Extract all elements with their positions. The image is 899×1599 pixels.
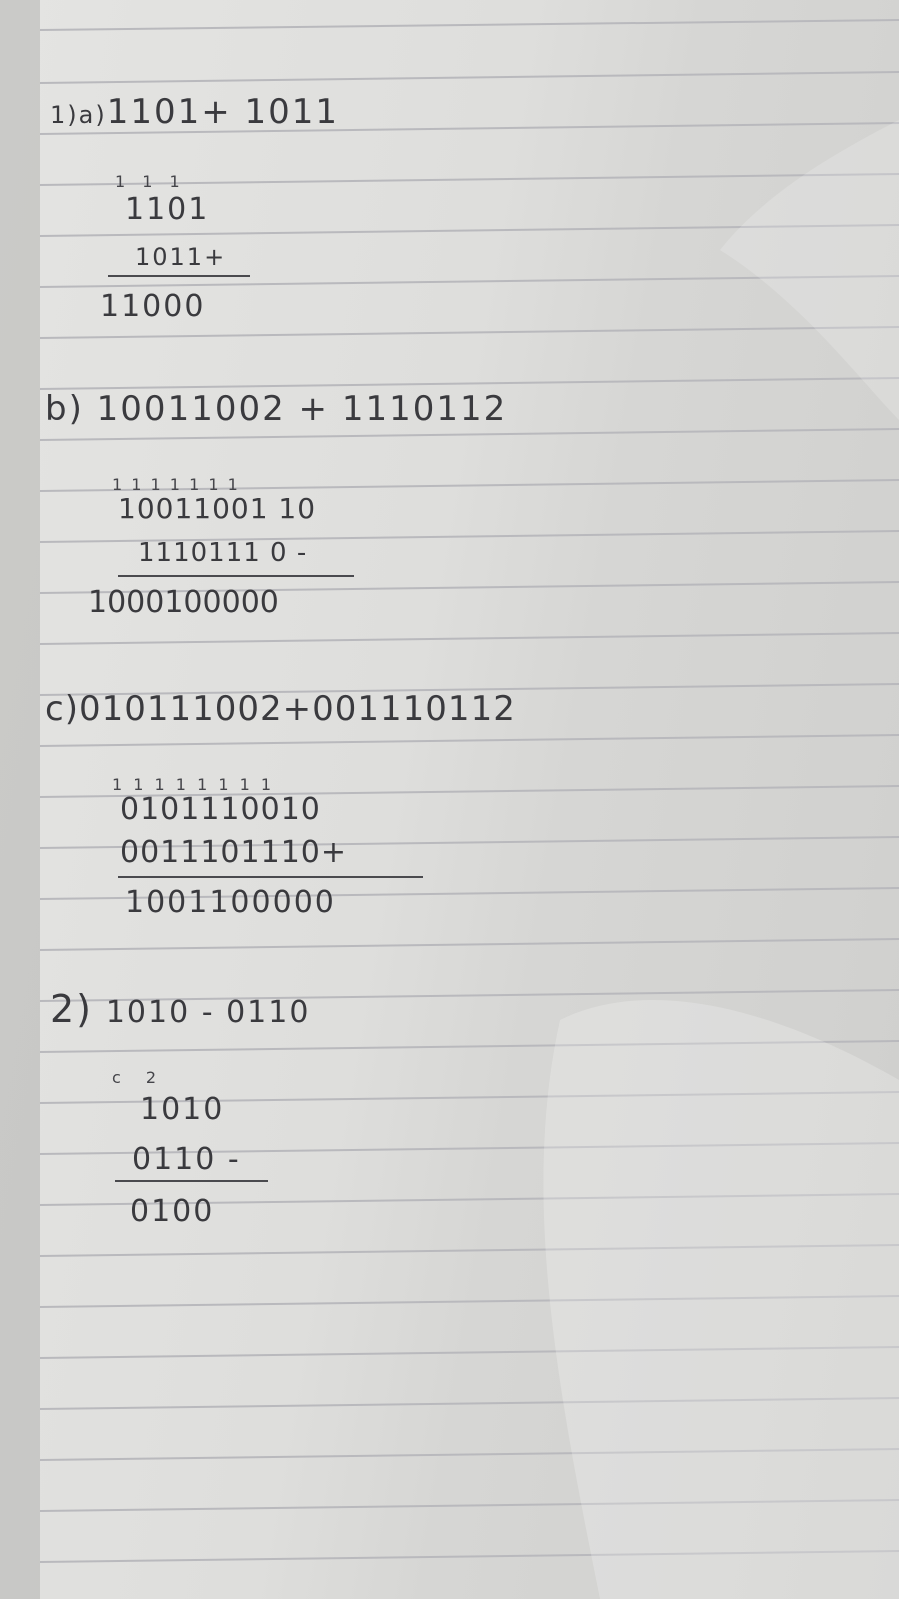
problem-2-expression: 1010 - 0110 [105, 995, 311, 1030]
problem-1b-rule [118, 575, 354, 577]
problem-2-top: 1010 [140, 1092, 225, 1127]
problem-1b-label: b) [45, 389, 84, 429]
problem-1a-carries: 1 1 1 [115, 172, 186, 191]
problem-1a-result: 11000 [100, 289, 206, 324]
problem-1a-heading [50, 92, 340, 132]
problem-1c-rule [118, 876, 423, 878]
problem-2-label: 2) [50, 987, 94, 1031]
problem-1c-top: 0101110010 [120, 792, 321, 827]
problem-2-rule [115, 1180, 268, 1182]
problem-1a-expression: 1101+ 1011 [106, 92, 340, 132]
problem-1c-label: c) [45, 689, 79, 729]
problem-1a-top: 1101 [125, 192, 210, 227]
problem-1b-bottom: 1110111 0 - [138, 538, 308, 568]
problem-1a-bottom: 1011+ [135, 243, 227, 271]
problem-1a-label: 1)a) [50, 101, 107, 129]
problem-1b-expression: 10011002 + 1110112 [96, 389, 508, 429]
problem-1b-result: 1000100000 [88, 585, 279, 620]
problem-1c-carries: 1 1 1 1 1 1 1 1 [112, 775, 275, 794]
problem-2-heading [50, 987, 311, 1031]
problem-1c-heading [45, 689, 516, 729]
problem-2-result: 0100 [130, 1194, 215, 1229]
problem-1b-carries: 1 1 1 1 1 1 1 [112, 475, 240, 494]
problem-1c-expression: 010111002+001110112 [78, 689, 516, 729]
problem-1c-bottom: 0011101110+ [120, 835, 348, 870]
problem-2-bottom: 0110 - [132, 1142, 241, 1177]
problem-1c-result: 1001100000 [125, 885, 336, 920]
problem-1b-top: 10011001 10 [118, 492, 317, 525]
problem-2-carries: c 2 [112, 1068, 167, 1087]
problem-1a-rule [108, 275, 250, 277]
problem-1b-heading [45, 389, 508, 429]
